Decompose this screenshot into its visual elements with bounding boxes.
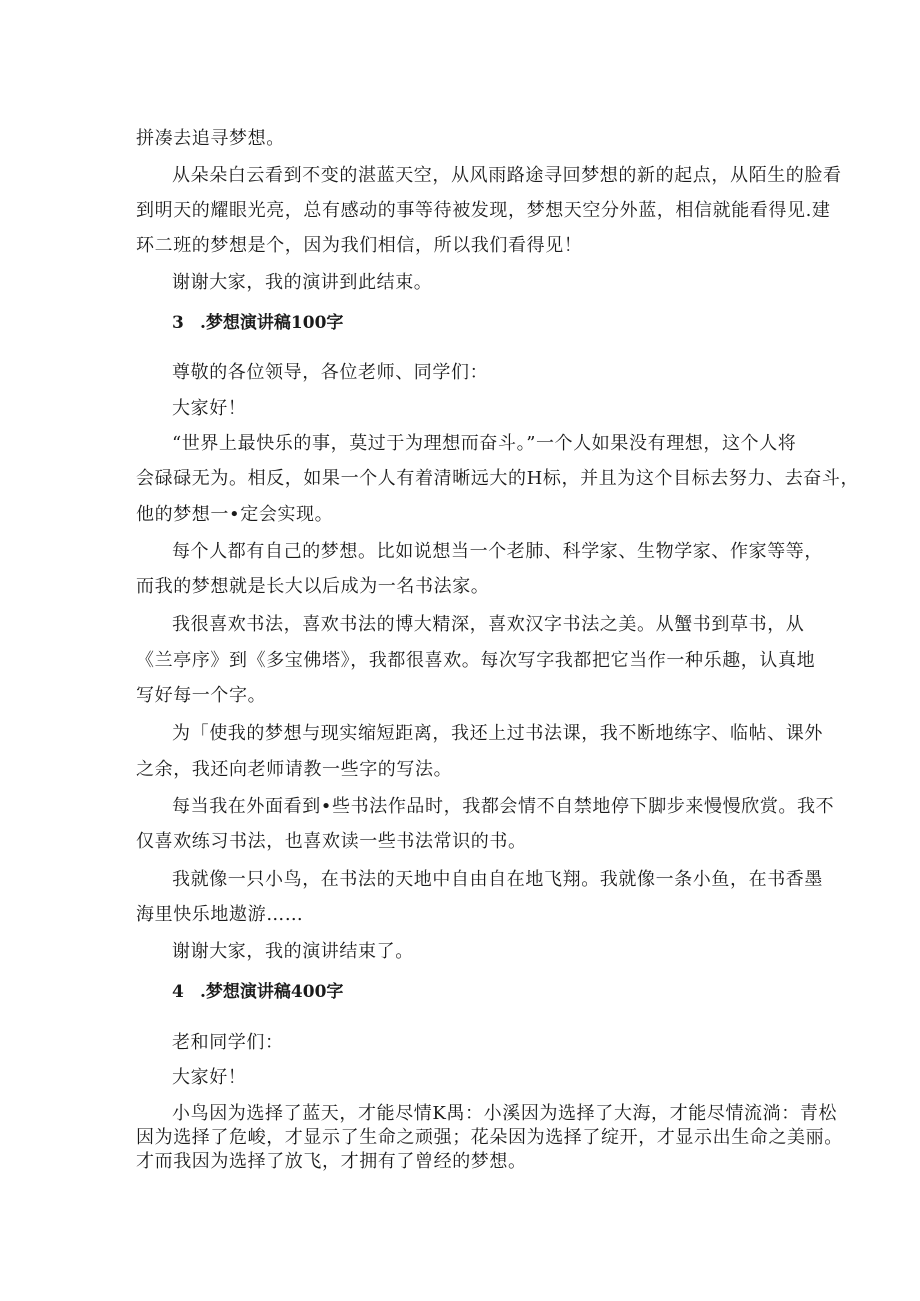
- text-line: 大家好！: [172, 398, 247, 419]
- text-line: 海里快乐地遨游……: [136, 904, 304, 925]
- text-line: 写好每一个字。: [136, 685, 267, 706]
- text-line: 谢谢大家，我的演讲结束了。: [172, 941, 414, 962]
- text-line: “世界上最快乐的事，莫过于为理想而奋斗。”一个人如果没有理想，这个人将: [172, 433, 797, 454]
- text-line: 为「使我的梦想与现实缩短距离，我还上过书法课，我不断地练字、临帖、课外: [172, 723, 823, 744]
- text-line: 老和同学们：: [172, 1032, 284, 1053]
- text-line: 仅喜欢练习书法，也喜欢读一些书法常识的书。: [136, 831, 527, 852]
- text-line: 从朵朵白云看到不变的湛蓝天空，从风雨路途寻回梦想的新的起点，从陌生的脸看: [172, 165, 842, 186]
- heading-number: 3: [172, 313, 184, 333]
- text-line: 每个人都有自己的梦想。比如说想当一个老肺、科学家、生物学家、作家等等，: [172, 541, 823, 562]
- text-line: 而我的梦想就是长大以后成为一名书法家。: [136, 576, 490, 597]
- section-heading: [172, 312, 343, 334]
- text-line: 拼凑去追寻梦想。: [136, 128, 285, 149]
- text-line: 才而我因为选择了放飞，才拥有了曾经的梦想。: [136, 1151, 527, 1172]
- text-line: 环二班的梦想是个，因为我们相信，所以我们看得见！: [136, 235, 583, 256]
- text-line: 我就像一只小鸟，在书法的天地中自由自在地飞翔。我就像一条小鱼，在书香墨: [172, 869, 823, 890]
- heading-title: .梦想演讲稿100字: [200, 313, 344, 333]
- text-line: 他的梦想一•定会实现。: [136, 504, 334, 525]
- text-line: 会碌碌无为。相反，如果一个人有着清晰远大的H标，并且为这个目标去努力、去奋斗，: [136, 468, 860, 489]
- heading-title: .梦想演讲稿400字: [200, 982, 344, 1002]
- text-line: 我很喜欢书法，喜欢书法的博大精深，喜欢汉字书法之美。从蟹书到草书，从: [172, 614, 805, 635]
- text-line: 因为选择了危峻，才显示了生命之顽强；花朵因为选择了绽开，才显示出生命之美丽。: [136, 1127, 843, 1148]
- text-line: 之余，我还向老师请教一些字的写法。: [136, 759, 453, 780]
- text-line: 小鸟因为选择了蓝天，才能尽情K禺：小溪因为选择了大海，才能尽情流淌：青松: [172, 1103, 838, 1124]
- text-line: 大家好！: [172, 1067, 247, 1088]
- text-line: 到明天的耀眼光亮，总有感动的事等待被发现，梦想天空分外蓝，相信就能看得见.建: [136, 200, 831, 221]
- section-heading: [172, 981, 343, 1003]
- text-line: 谢谢大家，我的演讲到此结束。: [172, 272, 433, 293]
- heading-number: 4: [172, 982, 184, 1002]
- text-line: 尊敬的各位领导，各位老师、同学们：: [172, 362, 489, 383]
- text-line: 每当我在外面看到•些书法作品时，我都会情不自禁地停下脚步来慢慢欣赏。我不: [172, 796, 835, 817]
- text-line: 《兰亭序》到《多宝佛塔》，我都很喜欢。每次写字我都把它当作一种乐趣，认真地: [136, 650, 816, 671]
